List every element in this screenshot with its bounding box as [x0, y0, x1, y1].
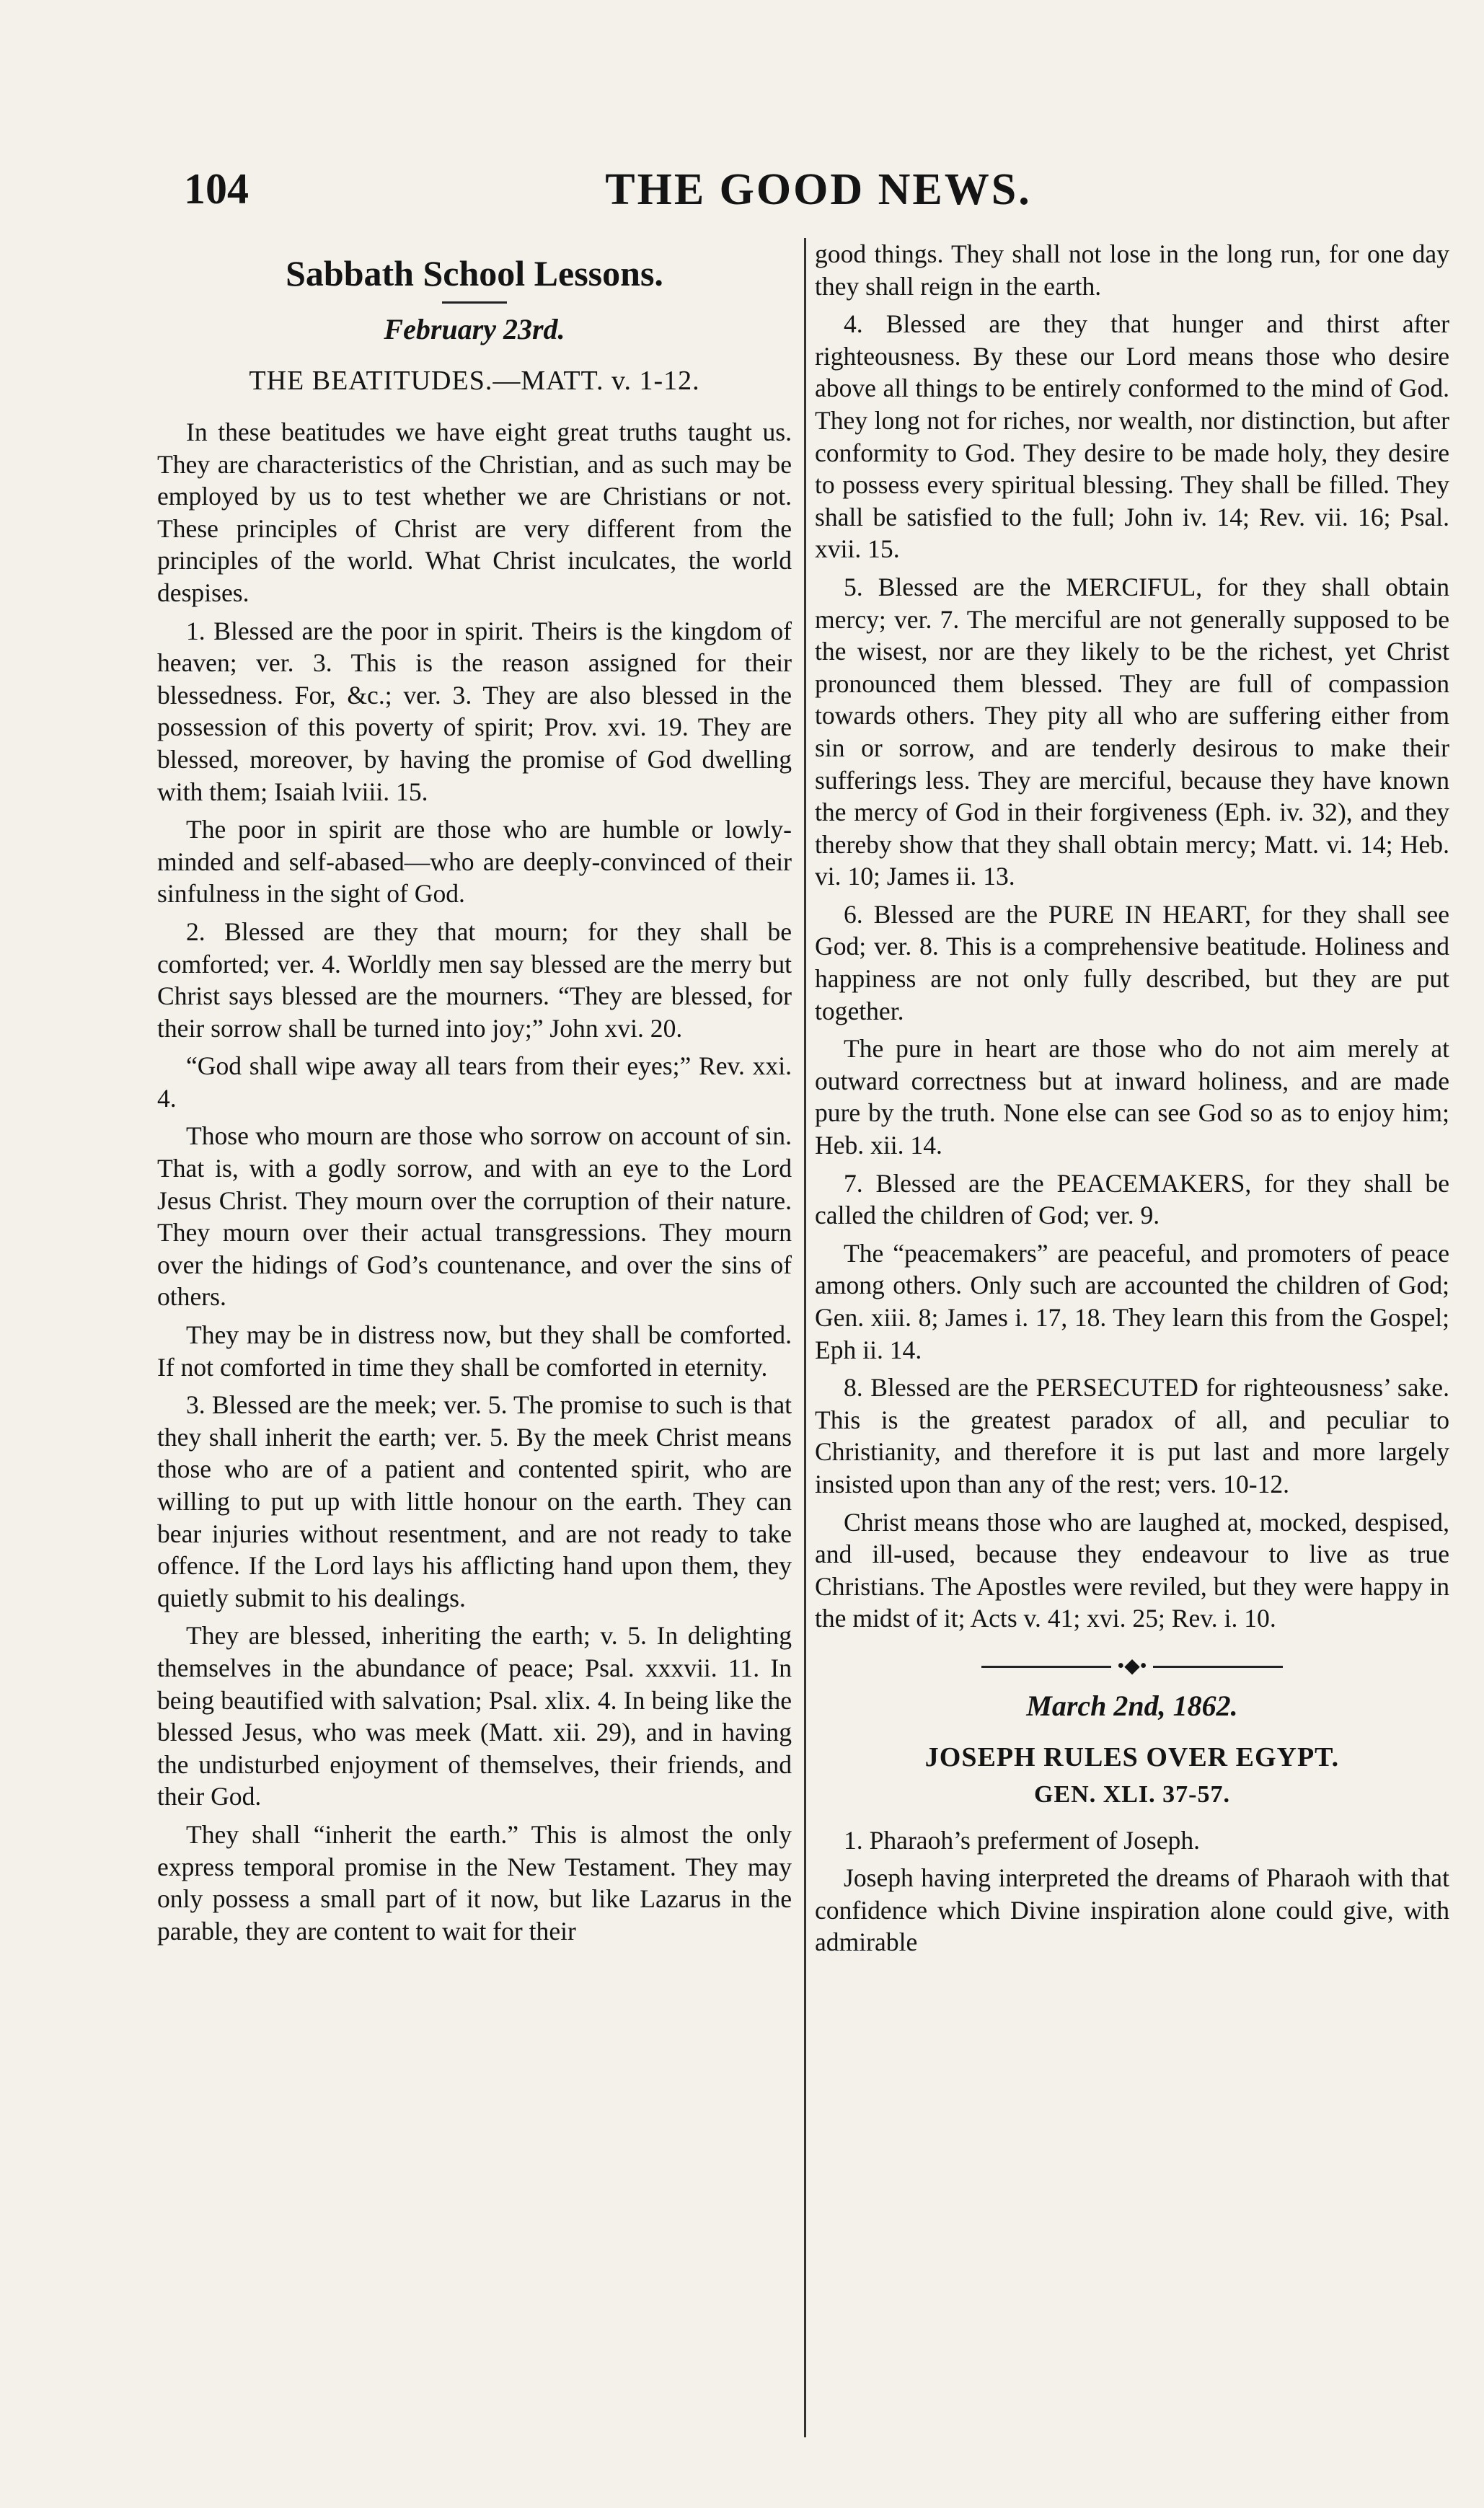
divider-ornament: •◆•: [1117, 1654, 1147, 1677]
paragraph: 3. Blessed are the meek; ver. 5. The promise to such is that they shall inherit the earth; ver. 5. By the meek Christ means those who are of a patient and contented spirit, who are willing to put up with little honour on the earth. They can bear injuries without resentment, and are not ready to take offence. If the Lord lays his afflicting hand upon them, they quietly submit to his dealings.: [157, 1390, 792, 1612]
left-column: [157, 238, 792, 1953]
title-rule: [442, 301, 507, 304]
lesson-title: JOSEPH RULES OVER EGYPT.: [924, 1741, 1340, 1772]
paragraph: 1. Blessed are the poor in spirit. Theirs is the kingdom of heaven; ver. 3. This is the reason assigned for their blessedness. For, &c.; ver. 3. They are also blessed in the possession of this poverty of spirit; Prov. xvi. 19. They are blessed, moreover, by having the promise of God dwelling with them; Isaiah lviii. 15.: [157, 616, 792, 806]
paragraph: The pure in heart are those who do not aim merely at outward correctness but at inward holiness, and are made pure by the truth. None else can see God so as to enjoy him; Heb. xii. 14.: [815, 1034, 1449, 1160]
right-column: [815, 238, 1449, 1964]
divider-line: [1153, 1666, 1283, 1668]
paragraph: Those who mourn are those who sorrow on account of sin. That is, with a godly sorrow, and with an eye to the Lord Jesus Christ. They mourn over the corruption of their nature. They mourn over their actual transgressions. They mourn over the hidings of God’s countenance, and over the sins of others.: [157, 1121, 792, 1312]
paragraph: The poor in spirit are those who are humble or lowly-minded and self-abased—who are deeply-convinced of their sinfulness in the sight of God.: [157, 815, 792, 909]
paragraph: 5. Blessed are the MERCIFUL, for they shall obtain mercy; ver. 7. The merciful are not generally supposed to be the wisest, nor are they likely to be the richest, yet Christ pronounced them blessed. They are full of compassion towards others. They pity all who are suffering either from sin or sorrow, and are tenderly desirous to make their sufferings less. They are merciful, because they have known the mercy of God in their forgiveness (Eph. iv. 32), and they thereby show that they shall obtain mercy; Matt. vi. 14; Heb. vi. 10; James ii. 13.: [815, 572, 1449, 891]
lesson-title: THE BEATITUDES.—MATT. v. 1-12.: [249, 366, 700, 396]
paragraph: They may be in distress now, but they shall be comforted. If not comforted in time they shall be comforted in eternity.: [157, 1320, 792, 1382]
paragraph: In these beatitudes we have eight great truths taught us. They are characteristics of the Christian, and as such may be employed by us to test whether we are Christians or not. These principles of Christ are very different from the principles of the world. What Christ inculcates, the world despises.: [157, 418, 792, 607]
paragraph: Christ means those who are laughed at, mocked, despised, and ill-used, because they endeavour to live as true Christians. The Apostles were reviled, but they were happy in the midst of it; Acts v. 41; xvi. 25; Rev. i. 10.: [815, 1507, 1449, 1633]
divider-line: [981, 1666, 1111, 1668]
paragraph: 2. Blessed are they that mourn; for they shall be comforted; ver. 4. Worldly men say blessed are the merry but Christ says blessed are the mourners. “They are blessed, for their sorrow shall be turned into joy;” John xvi. 20.: [157, 917, 792, 1043]
column-divider: [804, 238, 806, 2437]
paragraph: 8. Blessed are the PERSECUTED for righteousness’ sake. This is the greatest paradox of all, and peculiar to Christianity, and therefore it is put last and more largely insisted upon than any of the rest; vers. 10-12.: [815, 1373, 1449, 1498]
lesson-date: February 23rd.: [384, 313, 565, 345]
page-header: [184, 164, 1453, 215]
section-divider: [815, 1651, 1449, 1683]
paragraph: 4. Blessed are they that hunger and thirst after righteousness. By these our Lord means those who desire above all things to be entirely conformed to the mind of God. They long not for riches, nor wealth, nor distinction, but after conformity to God. They desire to be made holy, they desire to possess every spiritual blessing. They shall be filled. They shall be satisfied to the full; John iv. 14; Rev. vii. 16; Psal. xvii. 15.: [815, 309, 1449, 564]
paragraph: Joseph having interpreted the dreams of Pharaoh with that confidence which Divine inspiration alone could give, with admirable: [815, 1863, 1449, 1957]
section-title: Sabbath School Lessons.: [286, 253, 663, 293]
paragraph: 7. Blessed are the PEACEMAKERS, for they shall be called the children of God; ver. 9.: [815, 1168, 1449, 1230]
lesson-date: March 2nd, 1862.: [1026, 1689, 1238, 1722]
paragraph: 1. Pharaoh’s preferment of Joseph.: [844, 1825, 1201, 1855]
page-number: 104: [184, 165, 249, 213]
paragraph: They shall “inherit the earth.” This is almost the only express temporal promise in the New Testament. They may only possess a small part of it now, but like Lazarus in the parable, they are content to wait for their: [157, 1819, 792, 1946]
paragraph: 6. Blessed are the PURE IN HEART, for they shall see God; ver. 8. This is a comprehensive beatitude. Holiness and happiness are not only fully described, but they are put together.: [815, 899, 1449, 1025]
paragraph: good things. They shall not lose in the long run, for one day they shall reign in the earth.: [815, 239, 1449, 301]
paragraph: “God shall wipe away all tears from their eyes;” Rev. xxi. 4.: [157, 1051, 792, 1113]
lesson-reference: GEN. XLI. 37-57.: [1034, 1780, 1230, 1808]
running-title: THE GOOD NEWS.: [605, 165, 1032, 214]
paragraph: They are blessed, inheriting the earth; v. 5. In delighting themselves in the abundance of peace; Psal. xxxvii. 11. In being beautified with salvation; Psal. xlix. 4. In being like the blessed Jesus, who was meek (Matt. xii. 29), and in having the undisturbed enjoyment of themselves, their friends, and their God.: [157, 1621, 792, 1811]
paragraph: The “peacemakers” are peaceful, and promoters of peace among others. Only such are accounted the children of God; Gen. xiii. 8; James i. 17, 18. They learn this from the Gospel; Eph ii. 14.: [815, 1238, 1449, 1364]
